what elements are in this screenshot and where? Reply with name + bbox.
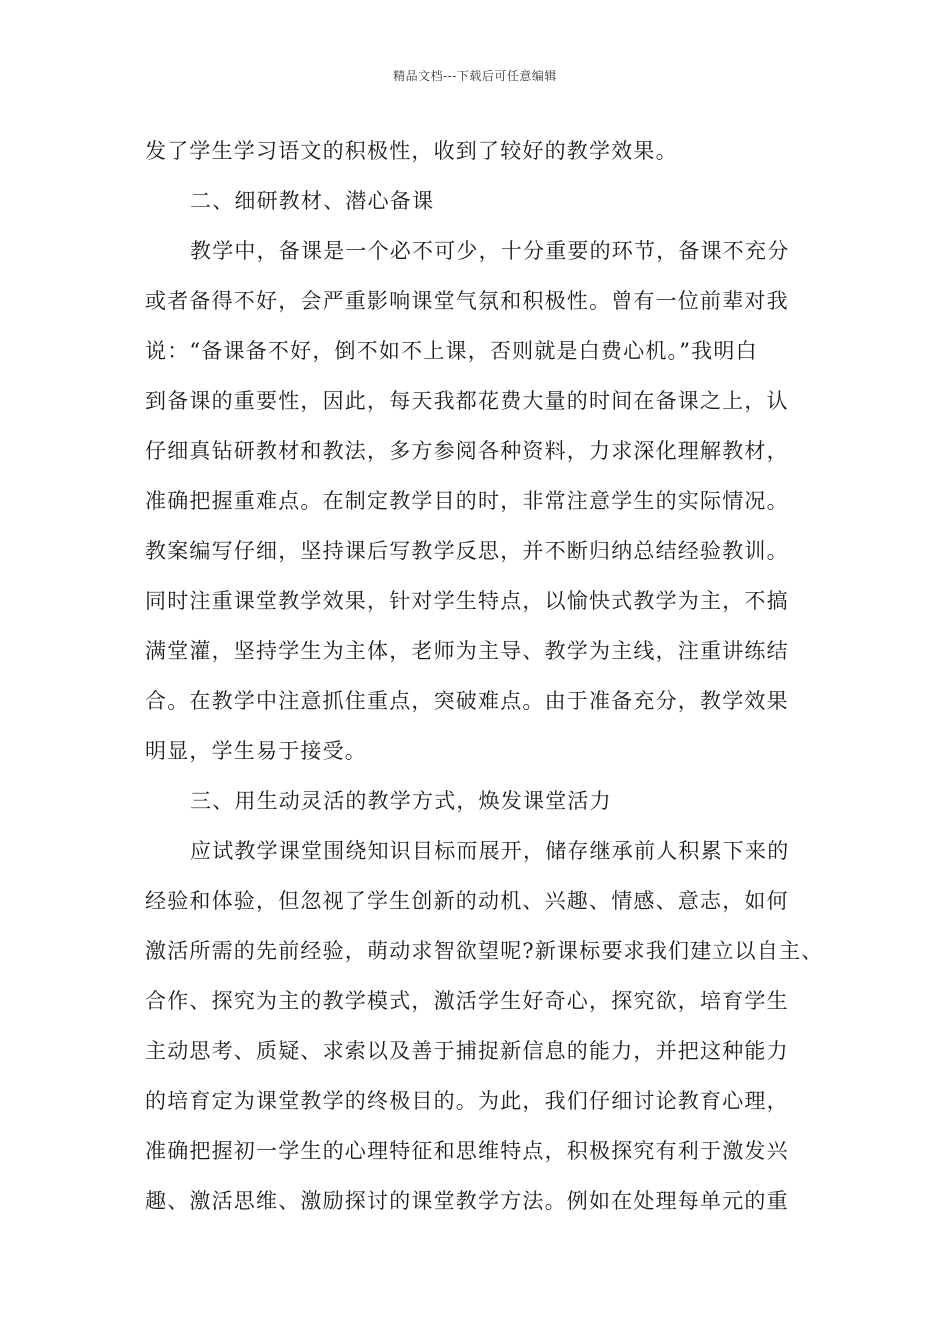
body-line: 经验和体验，但忽视了学生创新的动机、兴趣、情感、意志，如何 bbox=[145, 889, 789, 913]
section-heading: 三、用生动灵活的教学方式，焕发课堂活力 bbox=[190, 789, 612, 813]
body-line: 应试教学课堂围绕知识目标而展开，储存继承前人积累下来的 bbox=[190, 839, 790, 863]
body-line: 教案编写仔细，坚持课后写教学反思，并不断归纳总结经验教训。 bbox=[145, 539, 789, 563]
body-line: 准确把握重难点。在制定教学目的时，非常注意学生的实际情况。 bbox=[145, 489, 789, 513]
body-line: 主动思考、质疑、求索以及善于捕捉新信息的能力，并把这种能力 bbox=[145, 1039, 789, 1063]
body-line: 激活所需的先前经验，萌动求智欲望呢?新课标要求我们建立以自主、 bbox=[145, 939, 824, 963]
section-heading: 二、细研教材、潜心备课 bbox=[190, 189, 435, 213]
body-line: 到备课的重要性，因此，每天我都花费大量的时间在备课之上，认 bbox=[145, 389, 789, 413]
body-line: 合。在教学中注意抓住重点，突破难点。由于准备充分，教学效果 bbox=[145, 689, 789, 713]
page-header: 精品文档---下载后可任意编辑 bbox=[393, 69, 557, 83]
body-line: 的培育定为课堂教学的终极目的。为此，我们仔细讨论教育心理， bbox=[145, 1089, 789, 1113]
body-line: 同时注重课堂教学效果，针对学生特点，以愉快式教学为主，不搞 bbox=[145, 589, 789, 613]
body-line: 发了学生学习语文的积极性，收到了较好的教学效果。 bbox=[145, 139, 678, 163]
body-line: 趣、激活思维、激励探讨的课堂教学方法。例如在处理每单元的重 bbox=[145, 1189, 789, 1213]
body-line: 合作、探究为主的教学模式，激活学生好奇心，探究欲，培育学生 bbox=[145, 989, 789, 1013]
body-line: 说：“备课备不好，倒不如不上课，否则就是白费心机。”我明白 bbox=[145, 339, 758, 363]
body-line: 或者备得不好，会严重影响课堂气氛和积极性。曾有一位前辈对我 bbox=[145, 289, 789, 313]
body-line: 满堂灌，坚持学生为主体，老师为主导、教学为主线，注重讲练结 bbox=[145, 639, 789, 663]
body-line: 仔细真钻研教材和教法，多方参阅各种资料，力求深化理解教材， bbox=[145, 439, 789, 463]
body-line: 教学中，备课是一个必不可少，十分重要的环节，备课不充分 bbox=[190, 239, 790, 263]
body-line: 明显，学生易于接受。 bbox=[145, 739, 367, 763]
body-line: 准确把握初一学生的心理特征和思维特点，积极探究有利于激发兴 bbox=[145, 1139, 789, 1163]
